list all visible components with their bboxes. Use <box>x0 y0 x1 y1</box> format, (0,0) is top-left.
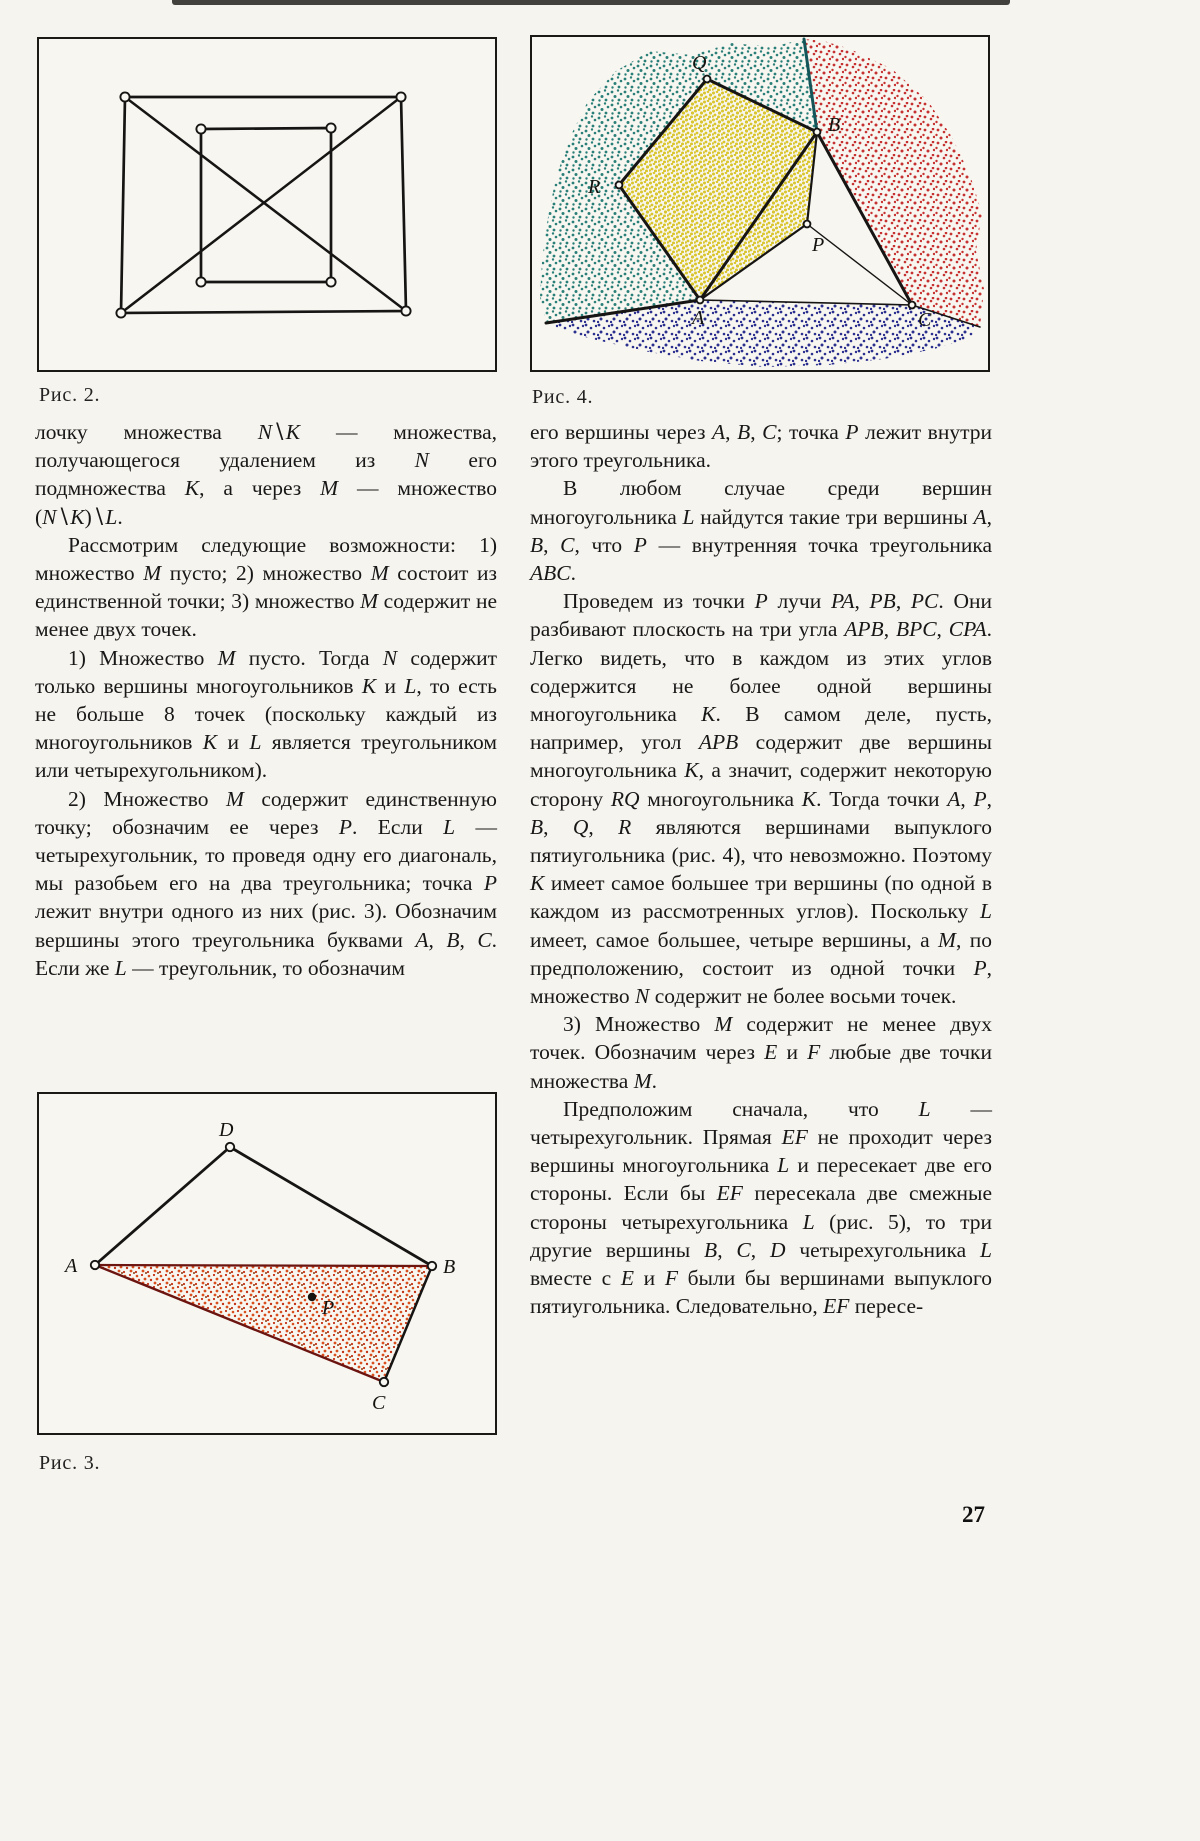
fig3-label-D: D <box>219 1119 234 1141</box>
paragraph: В любом случае среди вершин многоугольника L найдутся такие три вершины A, B, C, что P — внутренняя точка треугольника ABC. <box>530 476 992 586</box>
paragraph: Проведем из точки P лучи PA, PB, PC. Они разбивают плоскость на три угла APB, BPC, CPA. Легко видеть, что в каждом из этих углов содержится не более одной вершины многоугольника K. В самом деле, пусть, например, угол APB содержит две вершины многоугольника K, а значит, содержит некоторую сторону RQ многоугольника K. Тогда точки A, P, B, Q, R являются вершинами выпуклого пятиугольника (рис. 4), что невозможно. Поэтому K имеет самое большее три вершины (по одной в каждом из рассмотренных углов). Поскольку L имеет, самое большее, четыре вершины, а M, по предположению, состоит из одной точки P, множество N содержит не более восьми точек. <box>530 589 993 1009</box>
fig4-label-C: C <box>918 309 932 331</box>
fig2-lines <box>121 97 406 313</box>
fig4-label-R: R <box>588 176 601 198</box>
paragraph: Рассмотрим следующие возможности: 1) множество M пусто; 2) множество M состоит из единственной точки; 3) множество M содержит не менее двух точек. <box>35 532 497 642</box>
vertex-dot <box>326 123 335 132</box>
paragraph: лочку множества N∖K — множества, получающегося удалением из N его подмножества K, а через M — множество (N∖K)∖L. <box>35 420 498 529</box>
vertex-A <box>91 1261 99 1269</box>
fig3-label-A: A <box>65 1255 78 1277</box>
figure-4-drawing <box>532 37 988 370</box>
fig3-diagonal-A-B <box>95 1265 432 1266</box>
paragraph: 1) Множество M пусто. Тогда N содержит только вершины многоугольников K и L, то есть не больше 8 точек (поскольку каждый из многоугольников K и L является треугольником или четырехугольником). <box>35 645 497 783</box>
fig3-edge-D-B <box>230 1147 432 1266</box>
figure-4-caption: Рис. 4. <box>532 386 594 408</box>
vertex-P <box>804 221 811 228</box>
fig4-label-A: A <box>692 307 705 329</box>
fig3-label-P: P <box>322 1297 335 1319</box>
vertex-B <box>428 1262 436 1270</box>
paragraph: 3) Множество M содержит не менее двух точек. Обозначим через E и F любые две точки множества M. <box>530 1012 993 1093</box>
scan-edge-artifact <box>172 0 1010 5</box>
page-number: 27 <box>962 1502 985 1527</box>
figure-2-drawing <box>39 39 495 370</box>
paragraph: его вершины через A, B, C; точка P лежит внутри этого треугольника. <box>530 420 993 473</box>
figure-3-drawing <box>39 1094 495 1433</box>
vertex-dot <box>196 124 205 133</box>
figure-2 <box>37 37 497 372</box>
vertex-dot <box>396 92 405 101</box>
vertex-dot <box>401 306 410 315</box>
vertex-dot <box>116 308 125 317</box>
fig3-label-C: C <box>372 1392 386 1414</box>
vertex-D <box>226 1143 234 1151</box>
vertex-dot <box>120 92 129 101</box>
vertex-B <box>814 129 821 136</box>
figure-3 <box>37 1092 497 1435</box>
left-column <box>35 418 497 982</box>
paragraph: Предположим сначала, что L — четырехугольник. Прямая EF не проходит через вершины многоугольника L и пересекает две его стороны. Если бы EF пересекала две смежные стороны четырехугольника L (рис. 5), то три другие вершины B, C, D четырехугольника L вместе с E и F были бы вершинами выпуклого пятиугольника. Следовательно, EF пересе- <box>530 1096 992 1319</box>
vertex-dot <box>326 277 335 286</box>
paragraph: 2) Множество M содержит единственную точку; обозначим ее через P. Если L — четырехугольник, то проведя одну его диагональ, мы разобьем его на два треугольника; точка P лежит внутри одного из них (рис. 3). Обозначим вершины этого треугольника буквами A, B, C. Если же L — треугольник, то обозначим <box>35 786 498 980</box>
fig4-label-Q: Q <box>692 52 707 74</box>
fig4-red-region <box>804 39 984 327</box>
vertex-R <box>616 182 623 189</box>
vertex-Q <box>704 76 711 83</box>
fig4-label-B: B <box>828 114 841 136</box>
figure-3-caption: Рис. 3. <box>39 1452 101 1474</box>
figure-4 <box>530 35 990 372</box>
fig3-label-B: B <box>443 1256 456 1278</box>
vertex-dot <box>196 277 205 286</box>
fig4-label-P: P <box>812 234 825 256</box>
point-P-dot <box>308 1293 316 1301</box>
right-column <box>530 418 992 1321</box>
fig3-stippled-triangle <box>95 1265 432 1382</box>
fig3-edge-A-D <box>95 1147 230 1265</box>
vertex-A <box>697 297 704 304</box>
figure-2-caption: Рис. 2. <box>39 384 101 406</box>
vertex-C <box>909 302 916 309</box>
vertex-C <box>380 1378 388 1386</box>
